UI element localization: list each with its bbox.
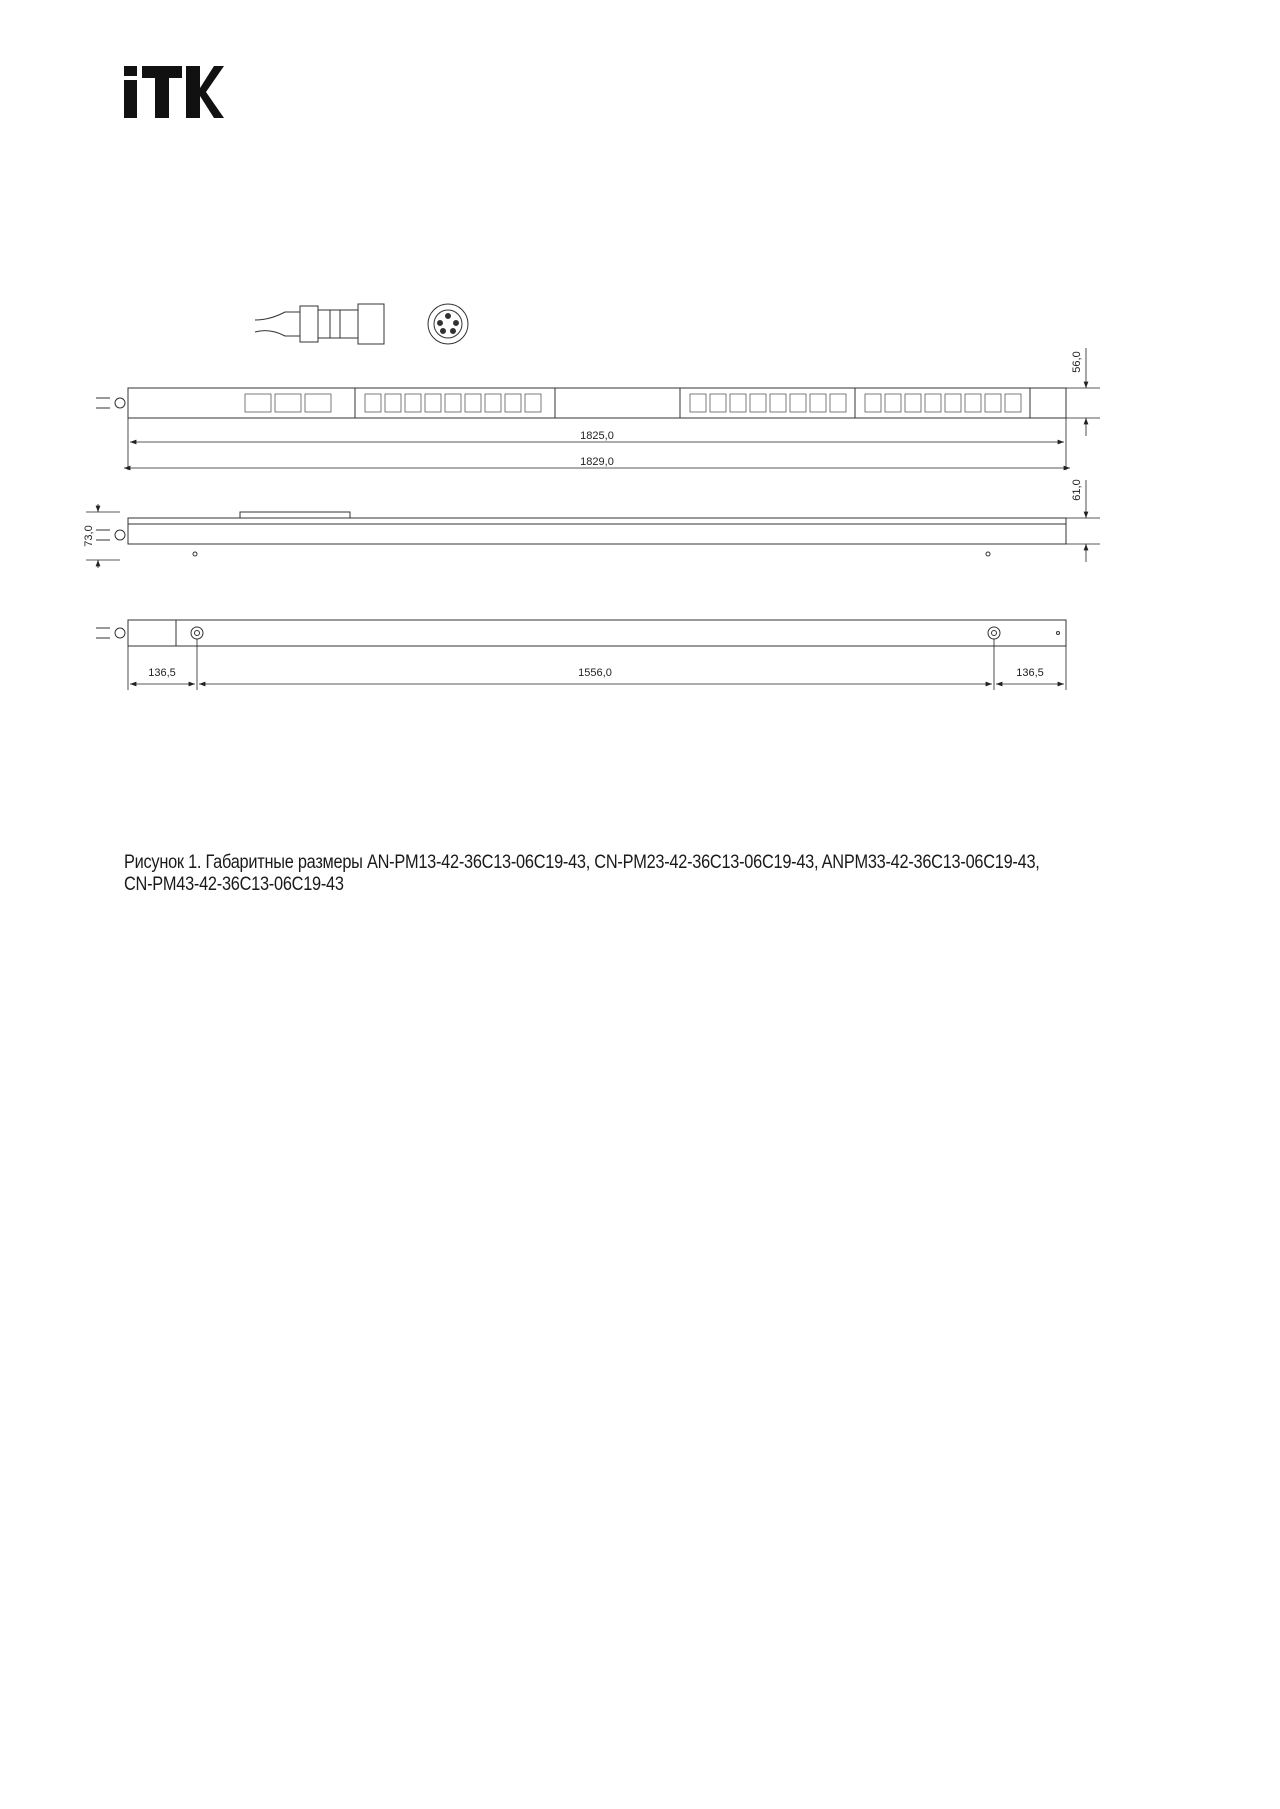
outlet-icon [945, 394, 961, 412]
outlet-icon [465, 394, 481, 412]
dim-side-depth: 73,0 [83, 525, 95, 547]
dim-side-height: 61,0 [1071, 479, 1083, 501]
outlet-icon [865, 394, 881, 412]
pdu-dimension-drawing [0, 290, 1280, 710]
outlet-icon [245, 394, 271, 412]
outlet-icon [790, 394, 806, 412]
outlet-icon [405, 394, 421, 412]
pdu-front-view [96, 388, 1066, 418]
outlet-icon [730, 394, 746, 412]
dim-mount-offset-left: 136,5 [148, 667, 176, 679]
outlet-icon [690, 394, 706, 412]
outlet-icon [710, 394, 726, 412]
outlet-icon [770, 394, 786, 412]
outlet-icon [885, 394, 901, 412]
outlet-icon [385, 394, 401, 412]
outlet-icon [505, 394, 521, 412]
itk-logo [124, 66, 224, 118]
figure-caption [124, 852, 1079, 896]
pdu-side-view [96, 512, 1066, 556]
outlet-icon [925, 394, 941, 412]
caption-line-1: Рисунок 1. Габаритные размеры AN-PM13-42-36C13-06C19-43, CN-PM23-42-36C13-06C19-43, ANPM33-42-36C13-06C19-43, [124, 852, 1040, 873]
dim-front-height: 56,0 [1071, 351, 1083, 373]
outlet-icon [1005, 394, 1021, 412]
pdu-back-view [96, 620, 1066, 646]
outlet-icon [810, 394, 826, 412]
outlet-icon [965, 394, 981, 412]
pdu-outlets [245, 394, 1021, 412]
outlet-icon [275, 394, 301, 412]
outlet-icon [830, 394, 846, 412]
outlet-icon [750, 394, 766, 412]
outlet-icon [485, 394, 501, 412]
dim-length-inner: 1825,0 [580, 430, 614, 442]
plug-face-icon [428, 304, 468, 344]
outlet-icon [985, 394, 1001, 412]
outlet-icon [445, 394, 461, 412]
plug-side-icon [255, 304, 384, 344]
dim-mount-offset-right: 136,5 [1016, 667, 1044, 679]
outlet-icon [905, 394, 921, 412]
dim-length-outer: 1829,0 [580, 456, 614, 468]
outlet-icon [425, 394, 441, 412]
dim-mount-spacing: 1556,0 [578, 667, 612, 679]
caption-line-2: CN-PM43-42-36C13-06C19-43 [124, 874, 344, 895]
outlet-icon [305, 394, 331, 412]
outlet-icon [525, 394, 541, 412]
outlet-icon [365, 394, 381, 412]
